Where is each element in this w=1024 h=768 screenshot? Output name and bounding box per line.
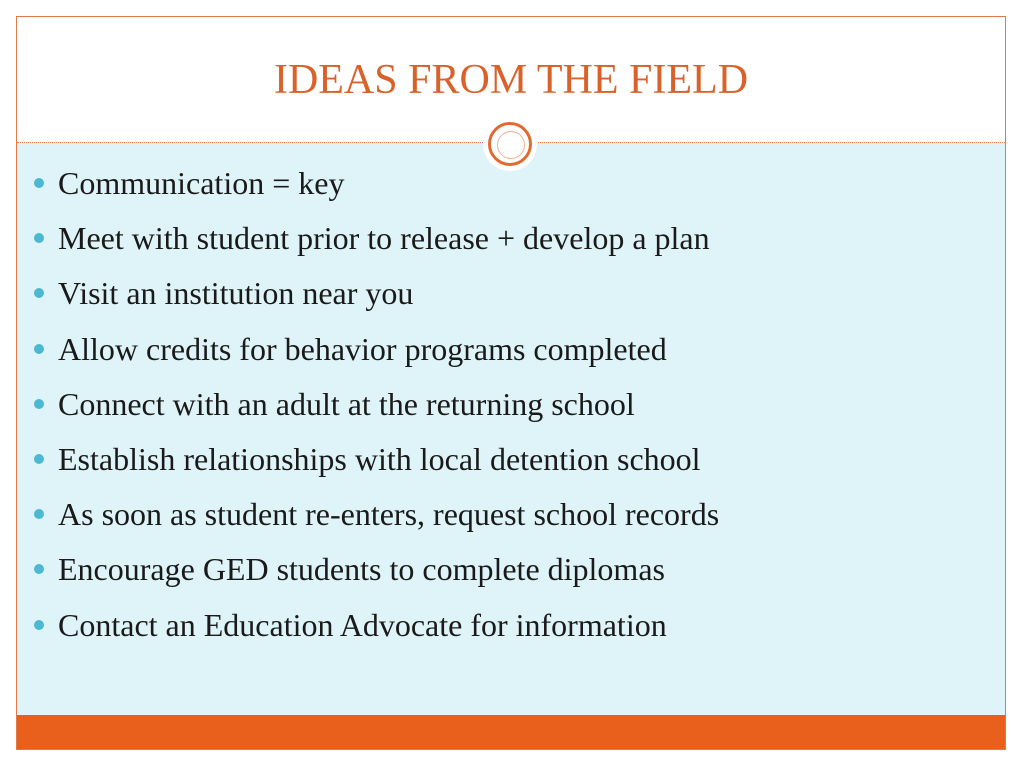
bullet-text: Establish relationships with local detention school: [58, 440, 701, 477]
bullet-dot-icon: [34, 178, 44, 188]
bullet-item: [34, 272, 974, 327]
bullet-dot-icon: [34, 233, 44, 243]
bullet-text: Contact an Education Advocate for information: [58, 606, 667, 643]
bullet-item: [34, 493, 974, 548]
bullet-item: [34, 328, 974, 383]
bullet-dot-icon: [34, 620, 44, 630]
ornament-ring: [488, 122, 532, 166]
bullet-text: As soon as student re-enters, request school records: [58, 496, 720, 533]
circle-ornament-icon: [483, 117, 537, 171]
bullet-text: Encourage GED students to complete diplomas: [58, 551, 665, 588]
bullet-item: [34, 217, 974, 272]
bullet-item: [34, 548, 974, 603]
bullet-item: [34, 604, 974, 659]
bullet-dot-icon: [34, 288, 44, 298]
bullet-text: Communication = key: [58, 165, 345, 201]
bullet-item: [34, 438, 974, 493]
bullet-item: [34, 383, 974, 438]
bullet-text: Connect with an adult at the returning school: [58, 385, 635, 422]
bullet-list: [34, 162, 974, 659]
bullet-text: Meet with student prior to release + develop a plan: [58, 220, 710, 257]
bullet-dot-icon: [34, 454, 44, 464]
bullet-dot-icon: [34, 399, 44, 409]
bullet-dot-icon: [34, 509, 44, 519]
slide-title: IDEAS FROM THE FIELD: [273, 57, 749, 103]
bullet-dot-icon: [34, 564, 44, 574]
bullet-text: Allow credits for behavior programs completed: [58, 330, 667, 367]
ornament-inner-circle: [497, 131, 525, 159]
bullet-text: Visit an institution near you: [58, 275, 414, 312]
footer-bar: [17, 715, 1005, 749]
bullet-dot-icon: [34, 344, 44, 354]
